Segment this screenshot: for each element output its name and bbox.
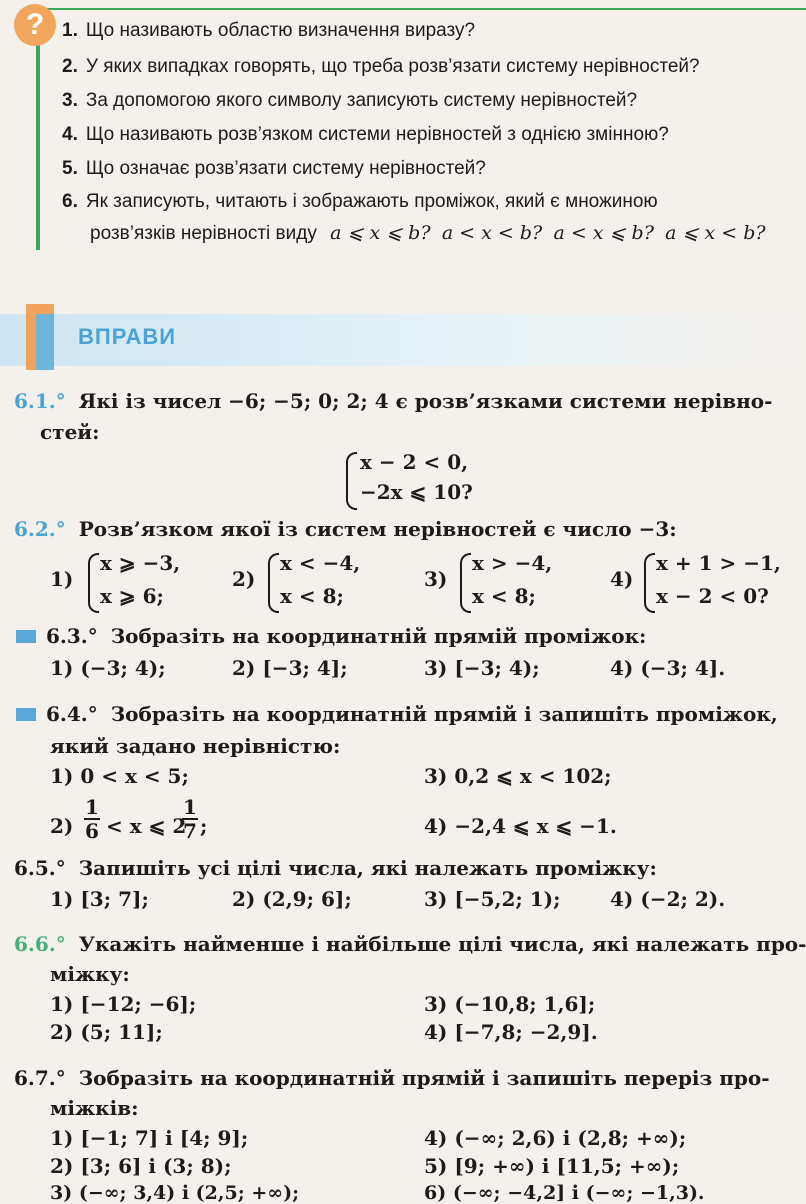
question-mark-icon: ?: [14, 4, 56, 46]
system-brace: [346, 452, 357, 510]
option: 2) (5; 11];: [50, 1020, 163, 1044]
exercise-text: Зобразіть на координатній прямій і запишіть переріз про-: [78, 1066, 770, 1090]
system-row: −2x ⩽ 10?: [360, 480, 473, 504]
exercises-title: ВПРАВИ: [78, 324, 177, 349]
fraction: [182, 796, 198, 842]
interval-form: a < x ⩽ b?: [553, 222, 654, 244]
option: 2) [−3; 4];: [232, 656, 348, 680]
system-row: x + 1 > −1,: [656, 551, 781, 575]
option-label: 3): [424, 567, 448, 591]
option: 1) (−3; 4);: [50, 656, 166, 680]
question-1: [62, 20, 475, 42]
exercise-text: Зобразіть на координатній прямій і запишіть проміжок,: [110, 702, 778, 726]
interval-form: a < x < b?: [441, 222, 543, 244]
question-6: [62, 191, 658, 213]
questions-top-rule: [36, 8, 806, 10]
option: 1) 0 < x < 5;: [50, 764, 189, 788]
option-middle: < x ⩽ 2: [106, 814, 187, 838]
question-text: Як записують, читають і зображають проміжок, який є множиною: [85, 191, 658, 212]
fraction-denominator: 6: [85, 819, 99, 843]
exercise-6-6: [14, 932, 806, 956]
exercise-number: 6.4.°: [46, 702, 98, 726]
exercises-banner-mark-inner: [36, 314, 54, 370]
question-3: [62, 90, 637, 112]
question-6-line2: [90, 222, 766, 245]
question-text: Що означає розв’язати систему нерівностей?: [85, 158, 486, 179]
basic-level-marker: [16, 630, 36, 643]
exercise-6-4-line2: який задано нерівністю:: [50, 734, 341, 758]
exercise-text: Запишіть усі цілі числа, які належать проміжку:: [78, 856, 657, 880]
system-row: x < −4,: [280, 551, 361, 575]
exercise-number: 6.6.°: [14, 932, 66, 956]
question-number: 5.: [62, 158, 78, 179]
exercise-6-1: [14, 389, 772, 413]
option: 2) [3; 6] і (3; 8);: [50, 1154, 232, 1178]
interval-form: a ⩽ x < b?: [665, 222, 766, 244]
fraction-numerator: 1: [183, 795, 197, 819]
exercise-6-3: [46, 624, 646, 648]
question-text: розв’язків нерівності виду: [90, 223, 317, 244]
exercise-text: Укажіть найменше і найбільше цілі числа, які належать про-: [78, 932, 806, 956]
system-brace: [644, 553, 655, 613]
system-brace: [460, 553, 471, 613]
option: 1) [3; 7];: [50, 887, 149, 911]
option: 6) (−∞; −4,2] і (−∞; −1,3).: [424, 1182, 705, 1204]
option: 3) (−∞; 3,4) і (2,5; +∞);: [50, 1182, 300, 1204]
option: 5) [9; +∞) і [11,5; +∞);: [424, 1154, 680, 1178]
system-row: x < 8;: [472, 584, 536, 608]
exercise-number: 6.2.°: [14, 517, 66, 541]
option-label: 2): [50, 814, 74, 838]
question-number: 4.: [62, 124, 78, 145]
exercise-6-5: [14, 856, 657, 880]
exercise-6-7: [14, 1066, 770, 1090]
exercise-6-6-line2: міжку:: [50, 962, 130, 986]
option: 2) (2,9; 6];: [232, 887, 352, 911]
exercise-text: Які із чисел −6; −5; 0; 2; 4 є розв’язками системи нерівно-: [78, 389, 773, 413]
fraction-denominator: 7: [183, 819, 197, 843]
option: 3) [−5,2; 1);: [424, 887, 561, 911]
system-row: x > −4,: [472, 551, 553, 575]
question-2: [62, 56, 700, 78]
exercise-text: Розв’язком якої із систем нерівностей є число −3:: [78, 517, 677, 541]
option: 4) [−7,8; −2,9].: [424, 1020, 598, 1044]
exercise-6-2: [14, 517, 677, 541]
question-text: За допомогою якого символу записують систему нерівностей?: [85, 90, 638, 111]
option: 4) −2,4 ⩽ x ⩽ −1.: [424, 814, 617, 838]
question-text: У яких випадках говорять, що треба розв’язати систему нерівностей?: [85, 56, 700, 77]
exercise-6-4: [46, 702, 778, 726]
system-brace: [88, 553, 99, 613]
question-number: 1.: [62, 20, 78, 41]
fraction: [84, 796, 100, 842]
exercise-number: 6.1.°: [14, 389, 66, 413]
question-text: Що називають областю визначення виразу?: [85, 20, 476, 41]
option-label: 1): [50, 567, 74, 591]
system-row: x < 8;: [280, 584, 344, 608]
question-5: [62, 158, 486, 180]
exercise-number: 6.5.°: [14, 856, 66, 880]
system-row: x − 2 < 0?: [656, 584, 769, 608]
fraction-numerator: 1: [85, 795, 99, 819]
option: 1) [−12; −6];: [50, 992, 197, 1016]
interval-form: a ⩽ x ⩽ b?: [330, 222, 431, 244]
exercise-text: Зобразіть на координатній прямій проміжок:: [110, 624, 647, 648]
exercise-6-7-line2: міжків:: [50, 1096, 139, 1120]
exercise-6-1-line2: стей:: [40, 420, 100, 444]
question-text: Що називають розв’язком системи нерівностей з однією змінною?: [85, 124, 669, 145]
option-label: 4): [610, 567, 634, 591]
exercise-number: 6.7.°: [14, 1066, 66, 1090]
system-row: x ⩾ −3,: [100, 551, 181, 575]
question-number: 2.: [62, 56, 78, 77]
option: 1) [−1; 7] і [4; 9];: [50, 1126, 249, 1150]
option: 3) (−10,8; 1,6];: [424, 992, 596, 1016]
option-label: 2): [232, 567, 256, 591]
question-number: 6.: [62, 191, 78, 212]
system-row: x − 2 < 0,: [360, 450, 469, 474]
option: 3) [−3; 4);: [424, 656, 540, 680]
system-brace: [268, 553, 279, 613]
option: 4) (−2; 2).: [610, 887, 726, 911]
option-end: ;: [200, 814, 208, 838]
option: 4) (−∞; 2,6) і (2,8; +∞);: [424, 1126, 687, 1150]
system-row: x ⩾ 6;: [100, 584, 164, 608]
basic-level-marker: [16, 708, 36, 721]
exercise-number: 6.3.°: [46, 624, 98, 648]
question-number: 3.: [62, 90, 78, 111]
option: 4) (−3; 4].: [610, 656, 726, 680]
option: 3) 0,2 ⩽ x < 102;: [424, 764, 612, 788]
question-4: [62, 124, 669, 146]
questions-side-rule: [36, 28, 40, 250]
